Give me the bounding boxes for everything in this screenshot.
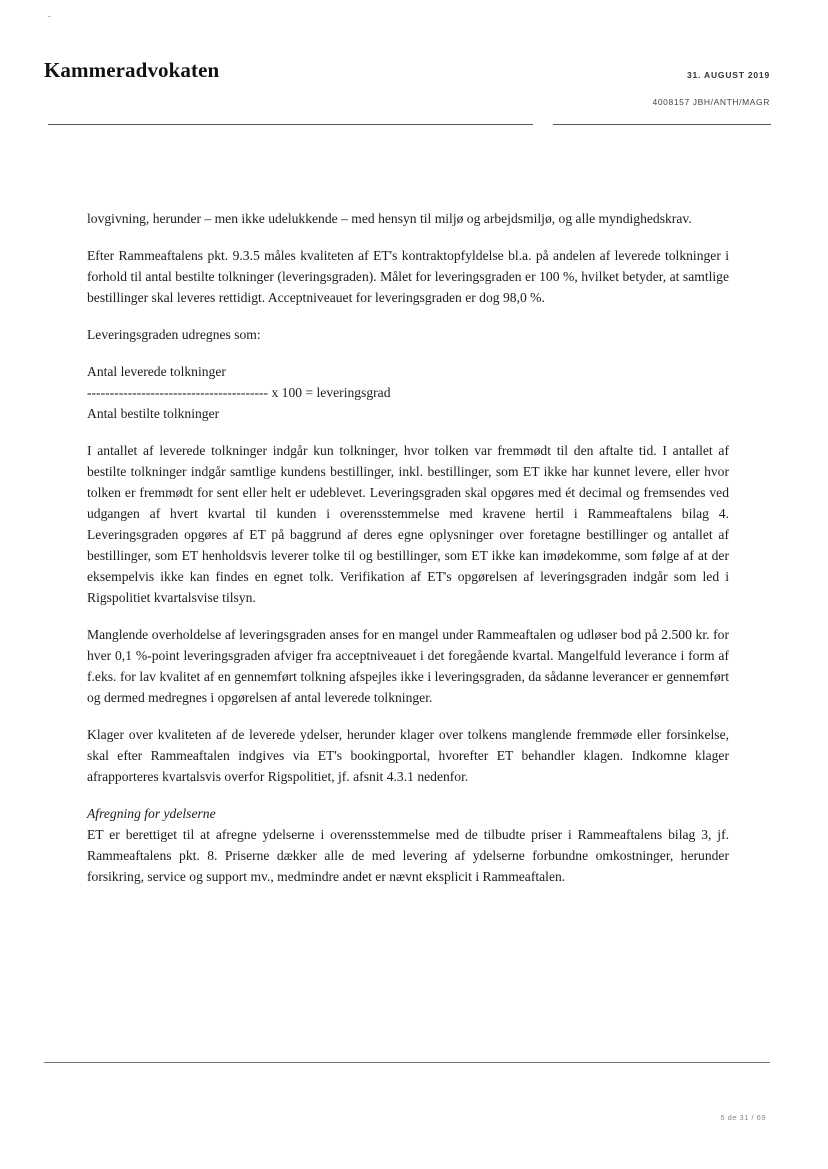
scan-mark — [48, 16, 51, 17]
paragraph: Efter Rammeaftalens pkt. 9.3.5 måles kvaliteten af ET's kontraktopfyldelse bl.a. på andelen af leverede tolkninger i forhold til antal bestilte tolkninger (leveringsgraden). Målet for leveringsgraden er 100 %, hvilket betyder, at samtlige bestillinger skal leveres rettidigt. Acceptniveauet for leveringsgraden er dog 98,0 %. — [87, 248, 729, 305]
formula — [87, 361, 729, 424]
formula-numerator: Antal leverede tolkninger — [87, 364, 226, 379]
firm-logo: Kammeradvokaten — [44, 58, 220, 82]
footer-rule — [44, 1062, 770, 1063]
formula-line: ---------------------------------------- x 100 = leveringsgrad — [87, 385, 391, 400]
paragraph: I antallet af leverede tolkninger indgår kun tolkninger, hvor tolken var fremmødt til den aftalte tid. I antallet af bestilte tolkninger indgår samtlige kundens bestillinger, inkl. bestillinger, som ET ikke har kunnet levere, eller hvor tolken er fremmødt for sent eller helt er udeblevet. Leveringsgraden skal opgøres med ét decimal og fremsendes ved udgangen af hvert kvartal til kunden i overensstemmelse med kravene hertil i Rammeaftalens bilag 4. Leveringsgraden opgøres af ET på baggrund af deres egne oplysninger over foretagne bestillinger og antallet af bestillinger, som ET henholdsvis leverer tolke til og bestillinger, som ET ikke kan imødekomme, som følge af at der eksempelvis ikke kan findes en egnet tolk. Verifikation af ET's opgørelsen af leveringsgraden indgår som led i Rigspolitiet kvartalsvise tilsyn. — [87, 443, 729, 605]
document-body — [87, 208, 729, 903]
section-heading: Afregning for ydelserne — [87, 806, 216, 821]
paragraph: Manglende overholdelse af leveringsgraden anses for en mangel under Rammeaftalen og udløser bod på 2.500 kr. for hver 0,1 %-point leveringsgraden afviger fra acceptniveauet i det foregående kvartal. Mangelfuld leverance i form af f.eks. for lav kvalitet af en gennemført tolkning afspejles ikke i leveringsgraden, da sådanne leverancer er gennemført og dermed medregnes i opgørelsen af antal leverede tolkninger. — [87, 627, 729, 705]
paragraph: lovgivning, herunder – men ikke udelukkende – med hensyn til miljø og arbejdsmiljø, og alle myndighedskrav. — [87, 211, 692, 226]
document-reference: 4008157 JBH/ANTH/MAGR — [652, 97, 770, 107]
header-rule-left — [48, 124, 533, 125]
paragraph: ET er berettiget til at afregne ydelserne i overensstemmelse med de tilbudte priser i Rammeaftalens bilag 3, jf. Rammeaftalens pkt. 8. Priserne dækker alle de med levering af ydelserne forbundne omkostninger, herunder forsikring, service og support mv., medmindre andet er nævnt eksplicit i Rammeaftalen. — [87, 827, 729, 884]
document-date: 31. AUGUST 2019 — [686, 70, 770, 80]
page-number: 5 de 31 / 69 — [720, 1113, 766, 1122]
formula-denominator: Antal bestilte tolkninger — [87, 406, 220, 421]
paragraph: Klager over kvaliteten af de leverede ydelser, herunder klager over tolkens manglende fremmøde eller forsinkelse, skal efter Rammeaftalen indgives via ET's bookingportal, hvorefter ET behandler klagen. Indkomne klager afrapporteres kvartalsvis overfor Rigspolitiet, jf. afsnit 4.3.1 nedenfor. — [87, 727, 729, 784]
paragraph: Leveringsgraden udregnes som: — [87, 327, 261, 342]
header-rule-right — [553, 124, 771, 125]
